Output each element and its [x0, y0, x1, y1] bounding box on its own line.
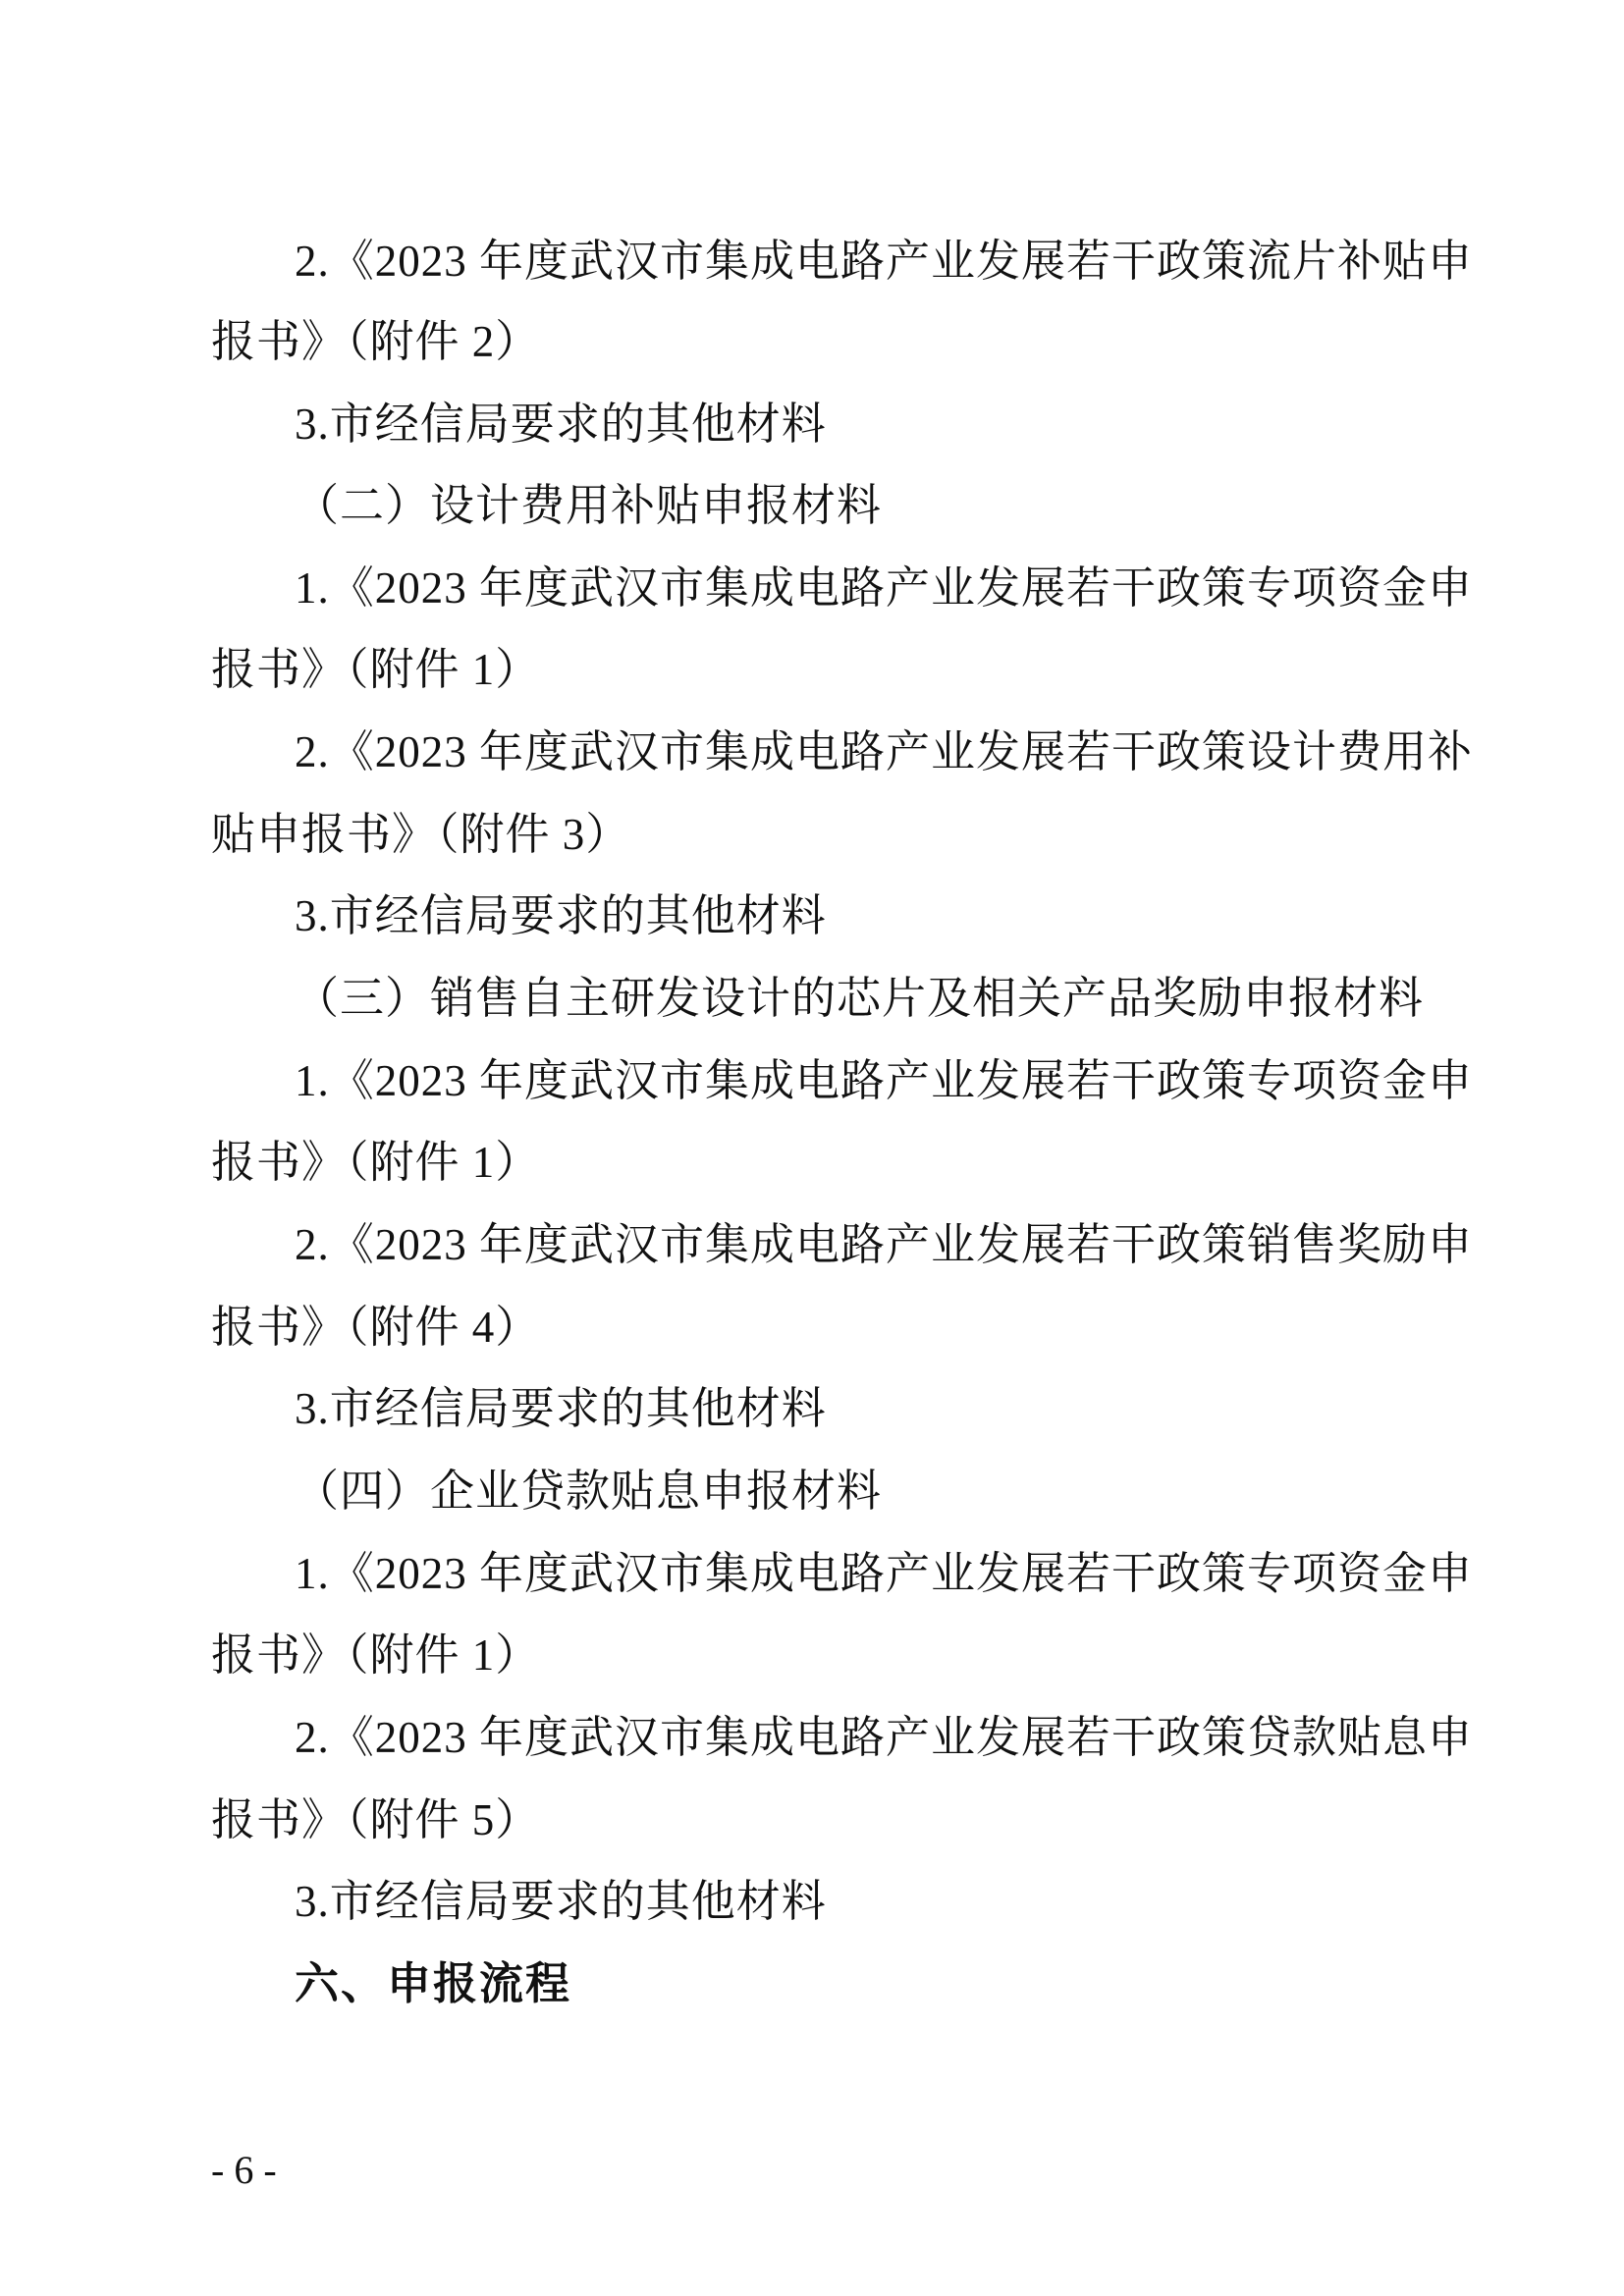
list-item-text: 3.市经信局要求的其他材料: [295, 1384, 827, 1433]
list-item-continuation: 报书》（附件 4）: [211, 1303, 541, 1352]
list-item-continuation: 报书》（附件 1）: [211, 1138, 541, 1187]
list-item-text: 1.《2023 年度武汉市集成电路产业发展若干政策专项资金申: [295, 563, 1474, 613]
section-subheading: （四）企业贷款贴息申报材料: [295, 1467, 883, 1516]
list-item-text: 2.《2023 年度武汉市集成电路产业发展若干政策贷款贴息申: [295, 1713, 1474, 1762]
list-item-continuation: 报书》（附件 1）: [211, 1630, 541, 1680]
list-item-text: 2.《2023 年度武汉市集成电路产业发展若干政策设计费用补: [295, 727, 1474, 776]
list-item-text: 3.市经信局要求的其他材料: [295, 891, 827, 940]
list-item-text: 3.市经信局要求的其他材料: [295, 400, 827, 449]
list-item-continuation: 报书》（附件 1）: [211, 645, 541, 694]
list-item-text: 1.《2023 年度武汉市集成电路产业发展若干政策专项资金申: [295, 1549, 1474, 1598]
list-item-continuation: 报书》（附件 2）: [211, 317, 541, 366]
list-item-text: 2.《2023 年度武汉市集成电路产业发展若干政策销售奖励申: [295, 1220, 1474, 1269]
list-item-continuation: 报书》（附件 5）: [211, 1795, 541, 1844]
list-item-continuation: 贴申报书》（附件 3）: [211, 810, 631, 859]
list-item-text: 2.《2023 年度武汉市集成电路产业发展若干政策流片补贴申: [295, 237, 1474, 286]
section-subheading: （二）设计费用补贴申报材料: [295, 481, 883, 530]
page-number: - 6 -: [211, 2148, 277, 2192]
section-heading: 六、申报流程: [295, 1957, 572, 2009]
list-item-text: 3.市经信局要求的其他材料: [295, 1877, 827, 1926]
list-item-text: 1.《2023 年度武汉市集成电路产业发展若干政策专项资金申: [295, 1056, 1474, 1105]
section-subheading: （三）销售自主研发设计的芯片及相关产品奖励申报材料: [295, 974, 1425, 1023]
